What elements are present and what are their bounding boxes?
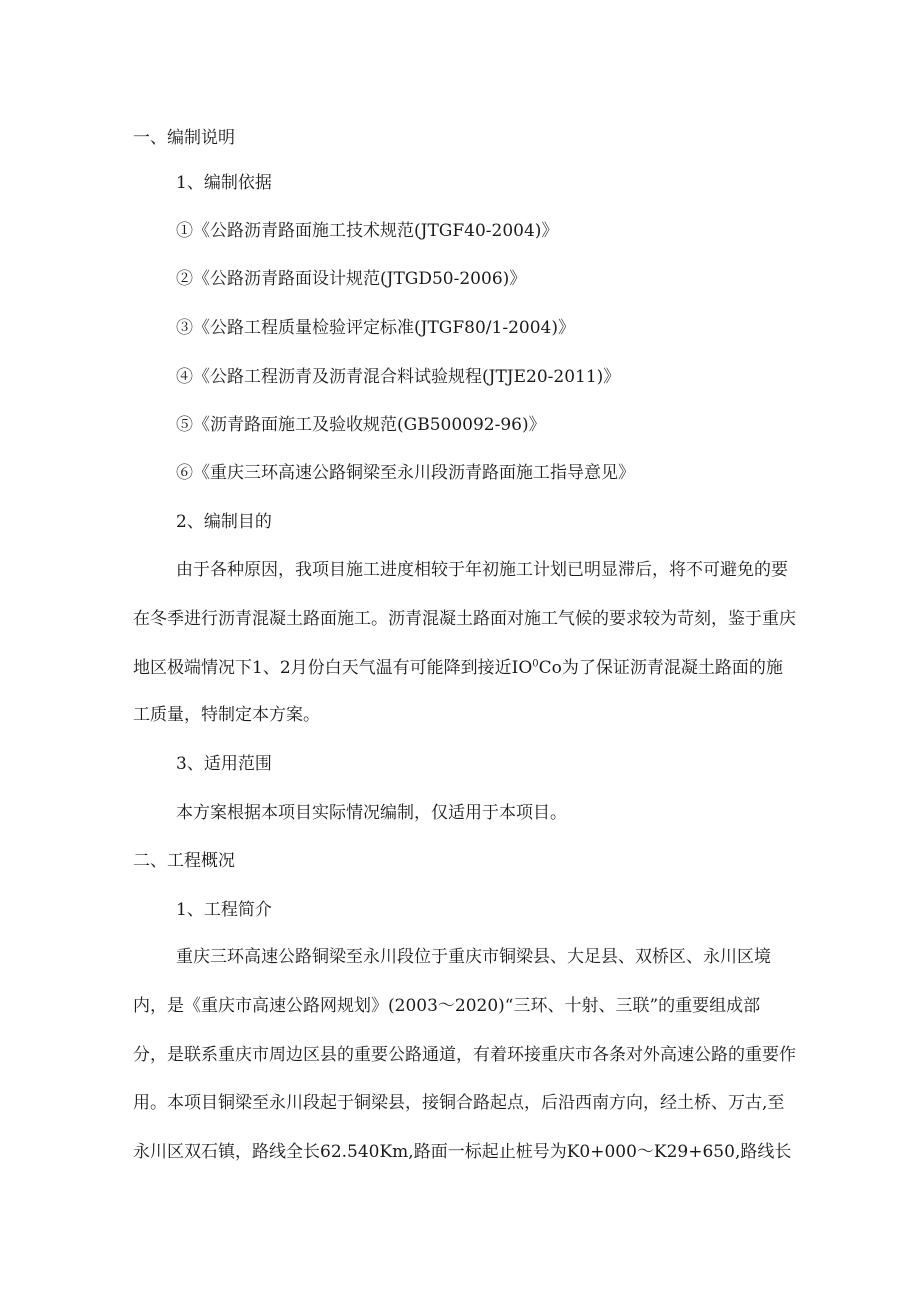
purpose-line-3-tail: Co为了保证沥青混凝土路面的施 (538, 658, 783, 678)
intro-line-5: 永川区双石镇，路线全长62.540Km,路面一标起止桩号为K0+000～K29+650,路线长 (133, 1142, 792, 1162)
temperature-superscript: 0 (532, 658, 539, 670)
purpose-line-4: 工质量，特制定本方案。 (133, 705, 320, 725)
purpose-line-3 (133, 656, 783, 680)
reference-item-4: ④《公路工程沥青及沥青混合料试验规程(JTJE20-2011)》 (176, 367, 621, 387)
purpose-line-3-head: 地区极端情况下1、2月份白天气温有可能降到接近IO (133, 658, 533, 678)
intro-line-3: 分，是联系重庆市周边区县的重要公路通道，有着环接重庆市各条对外高速公路的重要作 (133, 1045, 796, 1065)
scope-heading: 3、适用范围 (176, 754, 272, 774)
reference-item-2: ②《公路沥青路面设计规范(JTGD50-2006)》 (176, 269, 527, 289)
intro-line-2: 内，是《重庆市高速公路网规划》(2003～2020)“三环、十射、三联”的重要组成部 (133, 996, 761, 1016)
purpose-line-2: 在冬季进行沥青混凝土路面施工。沥青混凝土路面对施工气候的要求较为苛刻，鉴于重庆 (133, 609, 796, 629)
reference-item-5: ⑤《沥青路面施工及验收规范(GB500092-96)》 (176, 415, 546, 435)
scope-text: 本方案根据本项目实际情况编制，仅适用于本项目。 (176, 803, 567, 823)
reference-item-6: ⑥《重庆三环高速公路铜梁至永川段沥青路面施工指导意见》 (176, 463, 635, 483)
purpose-line-1: 由于各种原因，我项目施工进度相较于年初施工计划已明显滞后，将不可避免的要 (176, 560, 788, 580)
reference-item-1: ①《公路沥青路面施工技术规范(JTGF40-2004)》 (176, 221, 559, 241)
basis-heading: 1、编制依据 (176, 173, 272, 193)
section-1-heading: 一、编制说明 (133, 128, 235, 148)
purpose-heading: 2、编制目的 (176, 512, 272, 532)
section-2-heading: 二、工程概况 (133, 851, 235, 871)
intro-heading: 1、工程简介 (176, 900, 272, 920)
reference-item-3: ③《公路工程质量检验评定标准(JTGF80/1-2004)》 (176, 318, 575, 338)
intro-line-1: 重庆三环高速公路铜梁至永川段位于重庆市铜梁县、大足县、双桥区、永川区境 (176, 947, 771, 967)
intro-line-4: 用。本项目铜梁至永川段起于铜梁县，接铜合路起点，后沿西南方向，经土桥、万古,至 (133, 1093, 785, 1113)
